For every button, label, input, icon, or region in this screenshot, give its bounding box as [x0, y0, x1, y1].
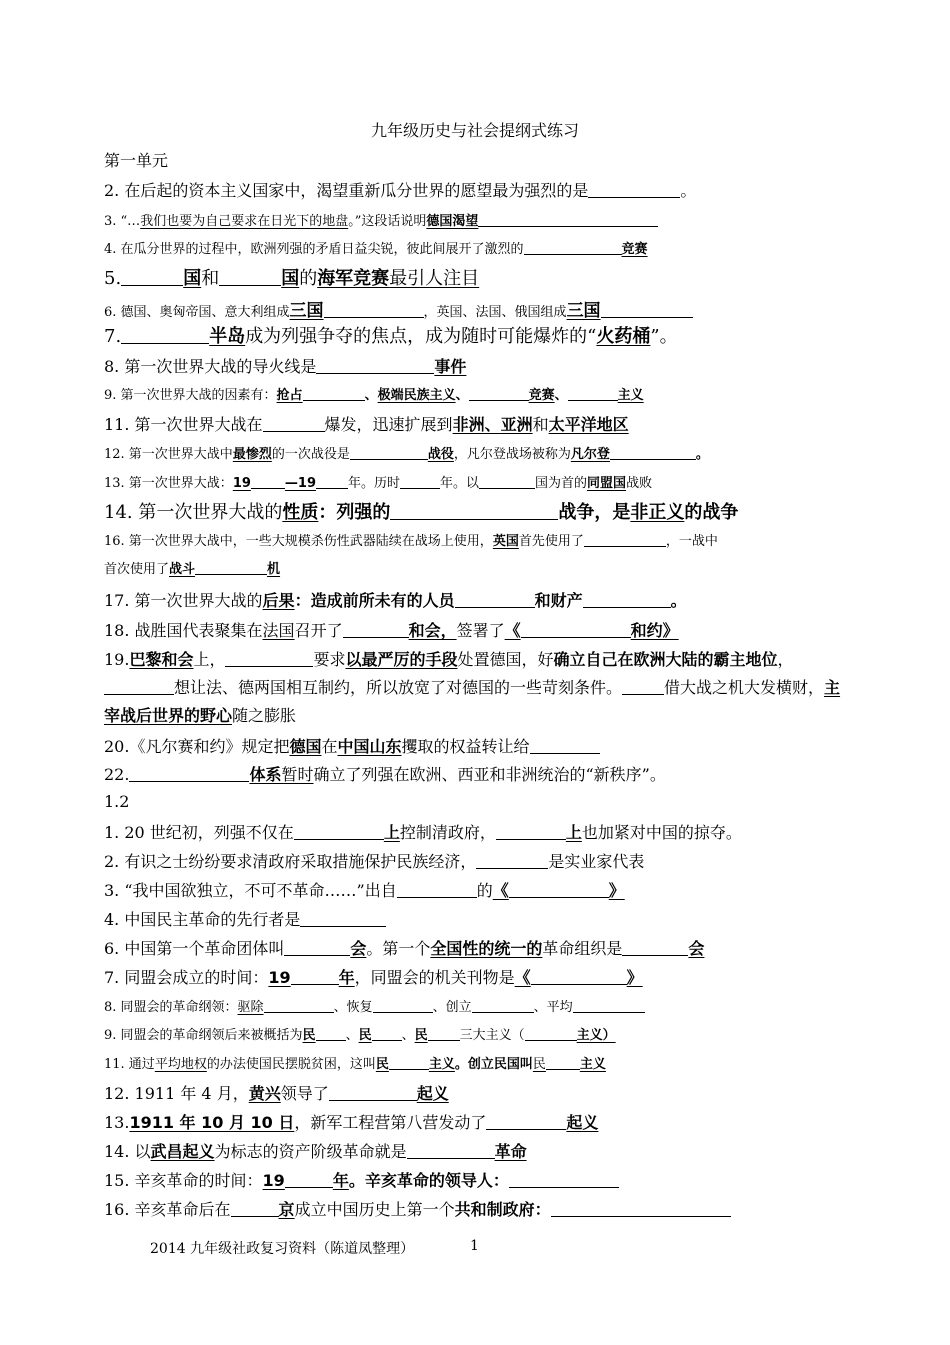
question-19: 19.巴黎和会上， 要求以最严厉的手段处置德国，好确立自己在欧洲大陆的霸主地位，想让法、德两国相互制约，所以放宽了对德国的一些苛刻条件。 借大战之机大发横财，主宰战后世界的野心随之膨胀 — [104, 650, 841, 725]
question-r11: 11. 通过平均地权的办法使国民摆脱贫困，这叫民 主义。创立民国叫民 主义 — [104, 1057, 606, 1072]
answer-blank[interactable] — [263, 415, 325, 432]
answer-blank[interactable] — [303, 387, 365, 401]
answer-blank[interactable] — [219, 267, 281, 286]
answer-blank[interactable] — [622, 939, 688, 956]
question-4: 4. 在瓜分世界的过程中，欧洲列强的矛盾日益尖锐，彼此间展开了激烈的 竞赛 — [104, 242, 648, 257]
answer-blank[interactable] — [264, 999, 334, 1013]
answer-blank[interactable] — [231, 1200, 279, 1217]
answer-blank[interactable] — [525, 1027, 577, 1041]
question-r16: 16. 辛亥革命后在 京成立中国历史上第一个共和制政府： — [104, 1197, 890, 1220]
question-6: 6. 德国、奥匈帝国、意大利组成三国 ，英国、法国、俄国组成三国 — [104, 296, 890, 321]
answer-blank[interactable] — [472, 999, 534, 1013]
answer-blank[interactable] — [531, 968, 627, 985]
answer-blank[interactable] — [251, 475, 285, 489]
question-20: 20.《凡尔赛和约》规定把德国在中国山东攫取的权益转让给 — [104, 734, 890, 757]
answer-blank[interactable] — [601, 304, 693, 318]
question-r13: 13.1911 年 10 月 10 日，新军工程营第八营发动了 起义 — [104, 1113, 599, 1132]
answer-blank[interactable] — [400, 475, 440, 489]
answer-blank[interactable] — [372, 1027, 402, 1041]
answer-blank[interactable] — [343, 621, 409, 638]
question-r8: 8. 同盟会的革命纲领：驱除 、恢复 、创立 、平均 — [104, 996, 890, 1015]
answer-blank[interactable] — [530, 737, 600, 754]
answer-blank[interactable] — [573, 999, 645, 1013]
answer-blank[interactable] — [496, 823, 566, 840]
answer-blank[interactable] — [129, 765, 249, 782]
question-12: 12. 第一次世界大战中最惨烈的一次战役是 战役，凡尔登战场被称为凡尔登 。 — [104, 447, 709, 462]
question-17: 17. 第一次世界大战的后果：造成前所未有的人员 和财产 。 — [104, 591, 687, 610]
answer-blank[interactable] — [486, 1113, 566, 1130]
subsection-heading: 1.2 — [104, 792, 130, 811]
answer-blank[interactable] — [389, 1056, 429, 1070]
answer-blank[interactable] — [509, 881, 609, 898]
answer-blank[interactable] — [546, 1056, 580, 1070]
unit-heading: 第一单元 — [104, 151, 169, 170]
answer-blank[interactable] — [121, 267, 183, 286]
answer-blank[interactable] — [294, 823, 384, 840]
question-r6: 6. 中国第一个革命团体叫 会。第一个全国性的统一的革命组织是 会 — [104, 939, 705, 958]
answer-blank[interactable] — [521, 621, 631, 638]
question-3: 3. “…我们也要为自己要求在日光下的地盘。”这段话说明德国渴望 — [104, 210, 890, 229]
question-14: 14. 第一次世界大战的性质：列强的 战争，是非正义的战争 — [104, 502, 739, 523]
question-16-cont: 首次使用了战斗 机 — [104, 562, 281, 577]
answer-blank[interactable] — [329, 1084, 417, 1101]
answer-blank[interactable] — [622, 678, 664, 695]
question-r15: 15. 辛亥革命的时间：19 年。辛亥革命的领导人： — [104, 1168, 890, 1191]
answer-blank[interactable] — [584, 533, 666, 547]
answer-blank[interactable] — [455, 591, 535, 608]
answer-blank[interactable] — [407, 1142, 495, 1159]
answer-blank[interactable] — [104, 678, 174, 695]
answer-blank[interactable] — [583, 591, 671, 608]
answer-blank[interactable] — [300, 910, 386, 927]
question-7: 7. 半岛成为列强争夺的焦点，成为随时可能爆炸的“火药桶”。 — [104, 326, 678, 347]
answer-blank[interactable] — [568, 387, 618, 401]
question-r14: 14. 以武昌起义为标志的资产阶级革命就是 革命 — [104, 1142, 527, 1161]
answer-blank[interactable] — [397, 881, 477, 898]
answer-blank[interactable] — [316, 357, 434, 374]
page-number: 1 — [470, 1238, 479, 1254]
question-r1: 1. 20 世纪初，列强不仅在 上控制清政府， 上也加紧对中国的掠夺。 — [104, 823, 742, 842]
answer-blank[interactable] — [390, 501, 558, 520]
answer-blank[interactable] — [373, 999, 433, 1013]
question-5: 5. 国和 国的海军竞赛最引人注目 — [104, 268, 480, 289]
answer-blank[interactable] — [469, 387, 529, 401]
question-r3: 3. “我中国欲独立，不可不革命……”出自 的《 》 — [104, 881, 625, 900]
answer-blank[interactable] — [428, 1027, 460, 1041]
question-8: 8. 第一次世界大战的导火线是 事件 — [104, 357, 467, 376]
answer-blank[interactable] — [478, 213, 658, 227]
question-2: 2. 在后起的资本主义国家中，渴望重新瓜分世界的愿望最为强烈的是 。 — [104, 181, 697, 200]
answer-blank[interactable] — [121, 325, 209, 344]
question-18: 18. 战胜国代表聚集在法国召开了 和会，签署了《 和约》 — [104, 621, 679, 640]
question-13: 13. 第一次世界大战：19 —19 年。历时 年。以 国为首的同盟国战败 — [104, 476, 653, 491]
question-r12: 12. 1911 年 4 月，黄兴领导了 起义 — [104, 1084, 449, 1103]
answer-blank[interactable] — [284, 939, 350, 956]
answer-blank[interactable] — [285, 1171, 333, 1188]
answer-blank[interactable] — [350, 446, 428, 460]
question-22: 22. 体系暂时确立了列强在欧洲、西亚和非洲统治的“新秩序”。 — [104, 765, 666, 784]
question-11: 11. 第一次世界大战在 爆发，迅速扩展到非洲、亚洲和太平洋地区 — [104, 415, 629, 434]
answer-blank[interactable] — [551, 1200, 731, 1217]
answer-blank[interactable] — [291, 968, 339, 985]
answer-blank[interactable] — [588, 181, 680, 198]
answer-blank[interactable] — [225, 650, 313, 667]
answer-blank[interactable] — [324, 304, 424, 318]
question-r4: 4. 中国民主革命的先行者是 — [104, 907, 890, 930]
answer-blank[interactable] — [195, 561, 267, 575]
page-footer: 2014 九年级社政复习资料（陈道凤整理） — [150, 1241, 415, 1257]
document-title: 九年级历史与社会提纲式练习 — [370, 121, 579, 140]
answer-blank[interactable] — [476, 852, 548, 869]
question-r2: 2. 有识之士纷纷要求清政府采取措施保护民族经济， 是实业家代表 — [104, 852, 645, 871]
answer-blank[interactable] — [509, 1171, 619, 1188]
answer-blank[interactable] — [524, 241, 622, 255]
question-r9: 9. 同盟会的革命纲领后来被概括为民 、民 、民 三大主义（ 主义） — [104, 1028, 616, 1043]
answer-blank[interactable] — [479, 475, 535, 489]
answer-blank[interactable] — [316, 475, 348, 489]
question-16: 16. 第一次世界大战中，一些大规模杀伤性武器陆续在战场上使用，英国首先使用了 ，一战中 — [104, 534, 718, 549]
question-9: 9. 第一次世界大战的因素有：抢占 、极端民族主义、 竞赛、 主义 — [104, 388, 644, 403]
answer-blank[interactable] — [316, 1027, 346, 1041]
question-r7: 7. 同盟会成立的时间：19 年，同盟会的机关刊物是《 》 — [104, 968, 643, 987]
answer-blank[interactable] — [610, 446, 696, 460]
